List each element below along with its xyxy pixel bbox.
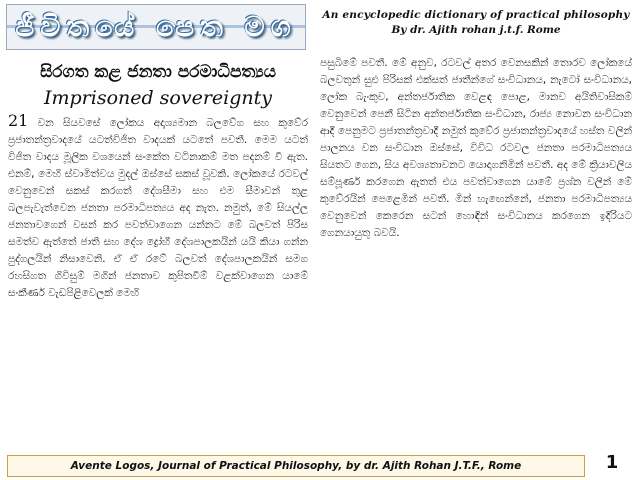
header-author: By dr. Ajith rohan j.t.f. Rome [391, 24, 561, 36]
right-column-body: පසුබිමේ පවතී. මේ අනුව, රටවල් අතර වෙනසකින් තොරව ලෝකයේ බලවතුන් සුළු පිරිසක් එක්සත් ජාතීන්ගේ සංවිධානය, නැටෝ සංවිධානය, ලෝක බැංකුව, අන්තර්ජාතික වෙළඳ පොළ, මානව අයිතිවාසිකම් වෙනුවෙන් පෙනී සිටින අන්තර්ජාතික සංවිධාන, රාජ්‍ය නොවන සංවිධාන ආදී පෙනුමට ප්‍රජාතන්ත්‍රවාදී නමුත් කුවේර ප්‍රජාතන්ත්‍රවාදයේ හස්ත වලින් පාලනය වන සංවිධාන ඔස්සේ, විවිධ රටවල ජනතා පරමාධිපත්‍යය සියතට ගෙන, සිය අවශ්‍යතාවනට යොදාගනිමින් පවතී. අද මේ ක්‍රියාවලිය සම්පූර්ණ කරගෙන ඇතත් එය පවත්වාගෙන යාමේ ප්‍රශ්න වලින් මේ කුවේරයින් පෙළෙමින් පවතී. මින් හැඟෙන්නේ, ජනතා පරමාධිපත්‍යය වෙනුවෙන් කෙරෙන සටන් හොඳින් සංවිධානය කරගෙන ඉදිරියට ගෙනයායුතු බවයි. [320, 57, 632, 239]
page-header [318, 8, 634, 38]
page-footer [7, 455, 585, 477]
century-number: 21 [8, 111, 29, 130]
left-body-text: වන සියවසේ ලෝකය අදෘශ්‍යමාන බලවේග සහ කුවේර ප්‍රජාතන්ත්‍රවාදයේ යටත්විජිත වාදයක් යටතේ පවතී. මෙම යටත් විජිත වාදය මූලික වශයෙන් සංකේත වටිනාකම් මත පදනම් වී ඇත. එනම්, මෙහි ස්වාමිත්වය මුදල් ඔස්සේ සකස් වූවකි. ලෝකයේ රටවල් වෙනුවෙන් සකස් කරගත් දේශසීමා සහ එම සීමාවන් තුළ බලපැවැත්වෙන ජනතා පරමාධිපත්‍යය අද නැත. නමුත්, මේ සියල්ල ජනතාවගෙන් වසන් කර පවත්වාගෙන යන්නට මේ බලවත් පිරිස සමත්ව ඇත්තේ ජාති සහ දේශ ද්‍රෝහී දේශපාලකයින් යයි කියා ගන්න පුද්ගලයින් නිසාවෙනි. ඒ ඒ රටේ බලවත් දේශපාලකයින් සමග රහසිගත ගිවිසුම් මගින් ජනතාව කුපිතවීම් වළක්වාගෙන යාමේ සංකීර්ණ වැඩපිළිවෙලක් මෙහි [8, 117, 308, 299]
page-number: 1 [605, 452, 619, 473]
article-title-english: Imprisoned sovereignty [43, 87, 273, 109]
left-column-body [8, 112, 308, 302]
footer-citation: Avente Logos, Journal of Practical Philosophy, by dr. Ajith Rohan J.T.F., Rome [70, 460, 522, 472]
header-subtitle: An encyclopedic dictionary of practical philosophy [322, 9, 630, 21]
journal-logo-text: ජීවිතයේ පෙත මග [15, 10, 297, 43]
left-column [8, 60, 308, 302]
journal-logo-banner [6, 4, 306, 50]
article-title-sinhala: සිරගත කළ ජනතා පරමාධිපත්‍යය [40, 62, 276, 82]
